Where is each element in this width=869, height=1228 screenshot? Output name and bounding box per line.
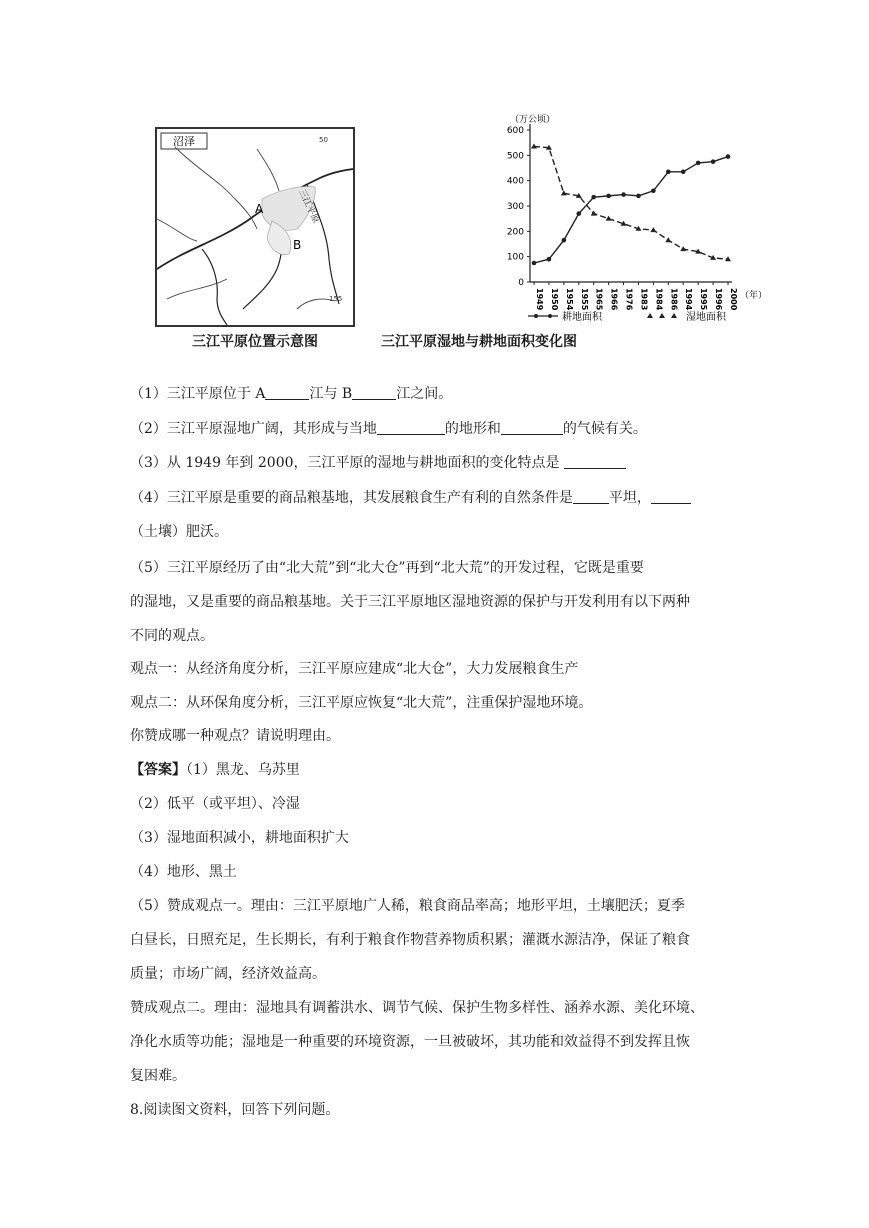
- figure: [155, 112, 768, 357]
- q2-suffix: 的气候有关。: [562, 421, 647, 437]
- x-tick-label: 1984: [654, 288, 664, 311]
- map-region-label: 三江平原: [296, 188, 321, 225]
- y-tick-label: 500: [506, 151, 524, 162]
- q4-mid: 平坦，: [608, 490, 651, 506]
- cultivated-point: [711, 159, 716, 164]
- chart-ticks: [507, 126, 738, 311]
- answer-5b-line2: 净化水质等功能；湿地是一种重要的环境资源，一旦被破坏，其功能和效益得不到发挥且恢: [130, 1034, 690, 1050]
- question-4-line2: （土壤）肥沃。: [130, 524, 228, 540]
- chart-axes: [510, 113, 767, 301]
- map-label-b: B: [293, 238, 302, 252]
- q1-mid: 江与 B: [309, 386, 353, 402]
- svg-text:50: 50: [319, 136, 328, 144]
- map-inset-label: 沼泽: [173, 135, 195, 148]
- y-axis-label: （万公顷）: [510, 115, 556, 125]
- next-question: 8.阅读图文资料，回答下列问题。: [130, 1102, 340, 1118]
- wetland-point: [561, 190, 567, 195]
- x-tick-label: 1954: [564, 288, 574, 311]
- q4-blank-b[interactable]: [651, 489, 691, 504]
- wetland-point: [650, 227, 656, 232]
- question-ask: 你赞成哪一种观点？请说明理由。: [130, 728, 340, 744]
- map-caption: 三江平原位置示意图: [192, 334, 318, 350]
- q2-blank-b[interactable]: [501, 420, 563, 435]
- legend-label-wetland: 湿地面积: [686, 312, 726, 323]
- x-axis-label: （年）: [740, 291, 768, 301]
- q4-prefix: （4）三江平原是重要的商品粮基地，其发展粮食生产有利的自然条件是: [130, 490, 573, 506]
- q1-blank-b[interactable]: [352, 385, 396, 400]
- answer-5b-line3: 复困难。: [130, 1068, 186, 1084]
- answer-5-line1: （5）赞成观点一。理由：三江平原地广人稀，粮食商品率高；地形平坦，土壤肥沃；夏季: [130, 898, 685, 914]
- legend-point-wetland: [647, 313, 653, 318]
- q3-blank[interactable]: [564, 454, 626, 469]
- y-tick-label: 300: [506, 202, 524, 212]
- cultivated-point: [547, 257, 552, 262]
- y-tick-label: 0: [518, 278, 524, 288]
- wetland-point: [591, 211, 597, 216]
- answer-3: （3）湿地面积减小，耕地面积扩大: [130, 830, 349, 846]
- x-tick-label: 2000: [729, 288, 738, 311]
- x-tick-label: 1994: [684, 288, 694, 311]
- map-label-a: A: [255, 202, 264, 216]
- x-tick-label: 1976: [624, 288, 634, 311]
- question-1: [130, 384, 742, 404]
- question-4: [130, 488, 742, 508]
- question-2: [130, 419, 742, 439]
- x-tick-label: 1966: [609, 288, 619, 311]
- y-tick-label: 600: [506, 126, 524, 136]
- area-change-chart: [350, 112, 768, 332]
- y-tick-label: 200: [506, 227, 524, 238]
- viewpoint-2: 观点二：从环保角度分析，三江平原应恢复“北大荒”，注重保护湿地环境。: [130, 695, 593, 711]
- wetland-point: [680, 246, 686, 251]
- legend-point-wetland: [671, 313, 677, 318]
- q2-prefix: （2）三江平原湿地广阔，其形成与当地: [130, 421, 377, 437]
- viewpoint-1: 观点一：从经济角度分析，三江平原应建成“北大仓”，大力发展粮食生产: [130, 661, 579, 677]
- answer-5-line3: 质量；市场广阔，经济效益高。: [130, 966, 326, 982]
- question-5-line3: 不同的观点。: [130, 628, 214, 644]
- x-tick-label: 1949: [535, 288, 544, 311]
- answer-1: [130, 760, 742, 780]
- cultivated-point: [562, 238, 567, 243]
- x-tick-label: 1983: [639, 288, 649, 311]
- q2-mid: 的地形和: [444, 421, 501, 437]
- svg-text:155: 155: [329, 295, 343, 303]
- q3-prefix: （3）从 1949 年到 2000，三江平原的湿地与耕地面积的变化特点是: [130, 455, 560, 471]
- cultivated-point: [576, 211, 581, 216]
- answer-5-line2: 白昼长，日照充足，生长期长，有利于粮食作物营养物质积累；灌溉水源洁净，保证了粮食: [130, 932, 690, 948]
- legend-point-wetland: [659, 313, 665, 318]
- cultivated-point: [621, 192, 626, 197]
- chart-legend: [528, 310, 727, 323]
- q1-suffix: 江之间。: [396, 386, 453, 402]
- x-tick-label: 1995: [699, 288, 709, 311]
- q1-prefix: （1）三江平原位于 A: [130, 386, 266, 402]
- x-tick-label: 1950: [549, 288, 559, 311]
- cultivated-point: [532, 261, 537, 266]
- cultivated-point: [726, 154, 731, 159]
- series-line-cultivated: [534, 157, 728, 263]
- cultivated-point: [651, 189, 656, 194]
- answer-1-text: （1）黑龙、乌苏里: [186, 762, 300, 778]
- x-tick-label: 1965: [594, 288, 604, 311]
- cultivated-point: [681, 170, 686, 175]
- legend-point-cultivated: [534, 314, 538, 318]
- question-5-line1: （5）三江平原经历了由“北大荒”到“北大仓”再到“北大荒”的开发过程，它既是重要: [130, 560, 644, 576]
- cultivated-point: [606, 194, 611, 199]
- q2-blank-a[interactable]: [377, 420, 445, 435]
- legend-point-cultivated: [548, 314, 552, 318]
- legend-label-cultivated: 耕地面积: [562, 312, 602, 323]
- answer-5b-line1: 赞成观点二。理由：湿地具有调蓄洪水、调节气候、保护生物多样性、涵养水源、美化环境、: [130, 1000, 704, 1016]
- cultivated-point: [696, 161, 701, 166]
- x-tick-label: 1996: [714, 288, 724, 311]
- cultivated-point: [591, 195, 596, 200]
- chart-caption: 三江平原湿地与耕地面积变化图: [381, 334, 577, 350]
- answer-4: （4）地形、黑土: [130, 864, 237, 880]
- wetland-point: [665, 237, 671, 242]
- sanjiang-location-map: [155, 127, 355, 327]
- wetland-point: [606, 216, 612, 221]
- q4-blank-a[interactable]: [573, 489, 609, 504]
- cultivated-point: [666, 170, 671, 175]
- x-tick-label: 1986: [669, 288, 679, 311]
- y-tick-label: 400: [506, 176, 524, 187]
- map-drawing: [157, 129, 353, 325]
- question-3: [130, 453, 742, 473]
- cultivated-point: [636, 194, 641, 199]
- chart-series: [531, 143, 731, 265]
- y-tick-label: 100: [506, 252, 524, 263]
- answer-label: 【答案】: [130, 762, 186, 778]
- q1-blank-a[interactable]: [265, 385, 309, 400]
- x-tick-label: 1955: [579, 288, 589, 311]
- answer-2: （2）低平（或平坦）、冷湿: [130, 796, 300, 812]
- question-5-line2: 的湿地，又是重要的商品粮基地。关于三江平原地区湿地资源的保护与开发利用有以下两种: [130, 594, 690, 610]
